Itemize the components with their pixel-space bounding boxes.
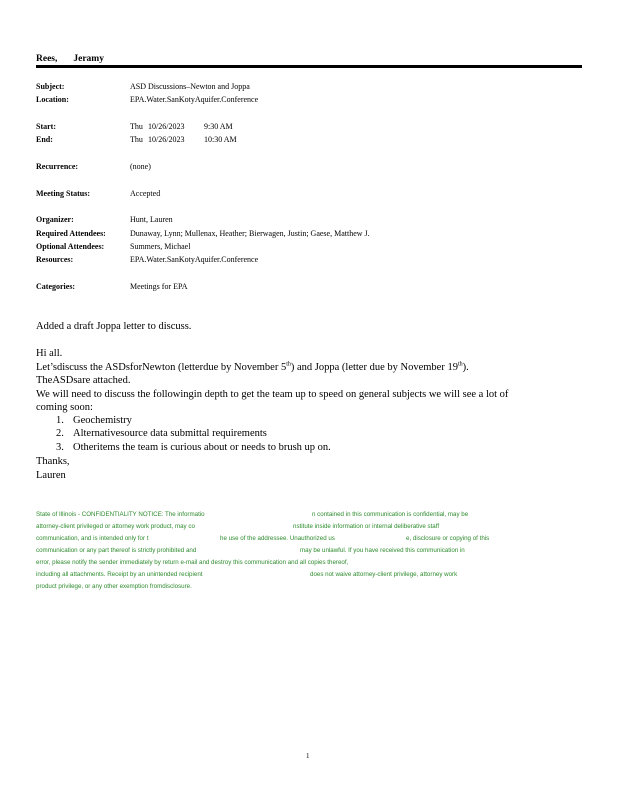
header-divider (36, 65, 582, 68)
organizer-value: Hunt, Lauren (130, 215, 173, 224)
notice-line (36, 571, 458, 579)
notice-line-2a: attorney-client privileged or attorney work product, may co (36, 523, 195, 530)
categories-value: Meetings for EPA (130, 282, 188, 291)
list-item-text: Otheritems the team is curious about or needs to brush up on. (73, 442, 331, 453)
body-line-asds-sup1: th (286, 361, 291, 368)
subject-value: ASD Discussions–Newton and Joppa (130, 82, 250, 91)
start-value (130, 122, 233, 131)
page-number: 1 (306, 752, 310, 760)
notice-line-3b: he use of the addressee. Unauthorized us (220, 535, 335, 542)
required-attendees-label: Required Attendees: (36, 229, 106, 238)
notice-line (36, 535, 490, 543)
optional-attendees-value: Summers, Michael (130, 242, 191, 251)
end-value (130, 135, 237, 144)
list-item-number: 2. (56, 428, 64, 439)
body-line-discuss: We will need to discuss the followingin depth to get the team up to speed on general subjects we will see a lot of (36, 389, 509, 400)
start-date: 10/26/2023 (148, 122, 185, 131)
body-line-asds-c: ). (462, 362, 469, 373)
body-line-asds-b: ) and Joppa (letter due by November 19 (290, 362, 458, 373)
notice-line-6b: does not waive attorney-client privilege, attorney work (310, 571, 458, 578)
body-greeting: Hi all. (36, 348, 63, 359)
resources-value: EPA.Water.SanKotyAquifer.Conference (130, 255, 259, 264)
list-item-text: Alternativesource data submittal requirements (73, 428, 267, 439)
notice-line-1b: n contained in this communication is confidential, may be (312, 511, 469, 518)
notice-line-3a: communication, and is intended only for t (36, 535, 149, 542)
categories-label: Categories: (36, 282, 76, 291)
body-note: Added a draft Joppa letter to discuss. (36, 321, 192, 332)
subject-label: Subject: (36, 82, 65, 91)
body-line-coming: coming soon: (36, 402, 93, 413)
list-item (56, 428, 267, 439)
notice-line: error, please notify the sender immediately by return e-mail and destroy this communication and all copies thereof, (36, 559, 349, 566)
list-item-text: Geochemistry (73, 415, 132, 426)
optional-attendees-label: Optional Attendees: (36, 242, 105, 251)
organizer-label: Organizer: (36, 215, 74, 224)
start-time: 9:30 AM (204, 122, 233, 131)
body-line-attached: TheASDsare attached. (36, 375, 131, 386)
body-closing: Thanks, (36, 456, 70, 467)
start-label: Start: (36, 122, 56, 131)
end-label: End: (36, 135, 53, 144)
location-label: Location: (36, 95, 69, 104)
body-line-asds-sup2: th (457, 361, 463, 368)
end-date: 10/26/2023 (148, 135, 185, 144)
recurrence-value: (none) (130, 162, 151, 171)
list-item-number: 3. (56, 442, 64, 453)
body-signature: Lauren (36, 470, 66, 481)
header-name (36, 54, 120, 64)
meeting-status-label: Meeting Status: (36, 189, 90, 198)
end-time: 10:30 AM (204, 135, 237, 144)
body-line-asds (36, 361, 469, 374)
location-value: EPA.Water.SanKotyAquifer.Conference (130, 95, 259, 104)
notice-line (36, 547, 465, 555)
start-day: Thu (130, 122, 143, 131)
notice-line (36, 523, 440, 531)
last-name: Rees, (36, 54, 58, 64)
list-item-number: 1. (56, 415, 64, 426)
notice-line-4a: communication or any part thereof is strictly prohibited and (36, 547, 197, 554)
notice-line-2b: nstitute inside information or internal deliberative staff (293, 523, 440, 530)
end-day: Thu (130, 135, 143, 144)
notice-line-1a: State of Illinois - CONFIDENTIALITY NOTICE: The informatio (36, 511, 205, 518)
recurrence-label: Recurrence: (36, 162, 79, 171)
resources-label: Resources: (36, 255, 74, 264)
required-attendees-value: Dunaway, Lynn; Mullenax, Heather; Bierwagen, Justin; Gaese, Matthew J. (130, 229, 370, 238)
first-name: Jeramy (73, 54, 104, 64)
body-line-asds-a: Let’sdiscuss the ASDsforNewton (letterdue by November 5 (36, 362, 287, 373)
notice-line-6a: including all attachments. Receipt by an unintended recipient (36, 571, 203, 578)
notice-line: product privilege, or any other exemption fromdisclosure. (36, 583, 192, 590)
notice-line-4b: may be unlawful. If you have received this communication in (300, 547, 465, 554)
notice-line (36, 511, 469, 519)
notice-line-3c: e, disclosure or copying of this (406, 535, 490, 542)
list-item (56, 415, 132, 426)
meeting-status-value: Accepted (130, 189, 161, 198)
list-item (56, 442, 331, 453)
